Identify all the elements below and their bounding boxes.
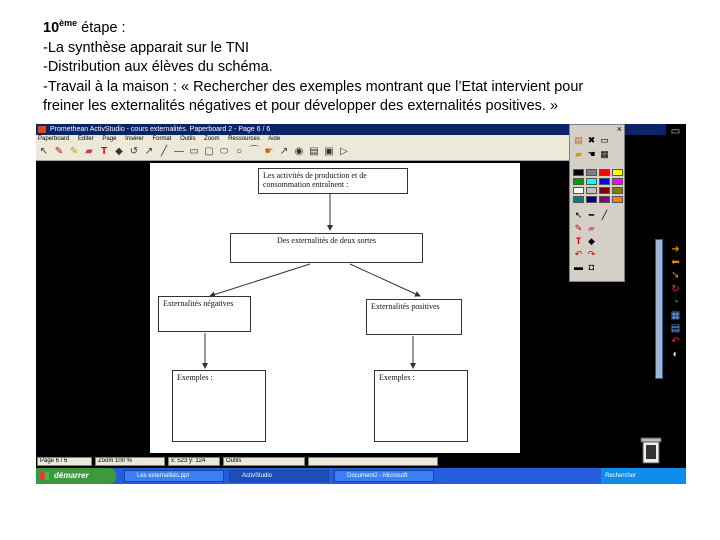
color-swatches [573, 169, 623, 203]
menu-tools[interactable]: Outils [180, 136, 196, 142]
reveal-icon[interactable]: ▤ [309, 146, 319, 157]
paperboard-icon[interactable]: ▭ [600, 135, 609, 145]
trash-icon[interactable] [640, 437, 662, 465]
refresh-icon[interactable]: ↻ [671, 284, 680, 295]
menu-resources[interactable]: Ressources [228, 136, 260, 142]
circle-icon[interactable]: ○ [235, 146, 243, 157]
color-swatch[interactable] [573, 178, 584, 185]
status-bar [36, 457, 686, 467]
select-icon[interactable]: ↖ [574, 210, 583, 220]
clock-icon[interactable]: ◔ [672, 297, 679, 308]
eraser-icon[interactable]: ▰ [588, 223, 595, 233]
flipchart-icon[interactable]: ▤ [574, 135, 583, 145]
palette-row-1 [573, 135, 610, 146]
task-activstudio[interactable]: ActivStudio [229, 470, 329, 482]
box-externalities: Des externalités de deux sortes [230, 233, 423, 263]
color-swatch[interactable] [586, 187, 597, 194]
highlighter-icon[interactable]: ✎ [69, 146, 79, 157]
fill-icon[interactable]: ◆ [588, 236, 595, 246]
eraser-icon[interactable]: ▰ [85, 146, 93, 157]
slide-title [43, 14, 683, 39]
menu-help[interactable]: Aide [268, 136, 281, 142]
undo-icon[interactable]: ↶ [574, 249, 583, 259]
title-superscript: ème [59, 18, 78, 28]
color-swatch[interactable] [573, 196, 584, 203]
previous-page-icon[interactable]: ⬅ [671, 257, 680, 268]
windows-taskbar [36, 468, 686, 484]
close-icon[interactable]: × [616, 124, 622, 134]
task-powerpoint[interactable]: Les externalités.ppt [124, 470, 224, 482]
line-width-icon[interactable]: ━ [588, 210, 595, 220]
task-word[interactable]: Document2 - Microsoft [334, 470, 434, 482]
pen-icon[interactable]: ╱ [601, 210, 608, 220]
activstudio-screenshot [36, 124, 686, 484]
select-icon[interactable]: ↖ [39, 146, 49, 157]
windows-logo-icon [40, 472, 49, 480]
clear-icon[interactable]: ↺ [129, 146, 139, 157]
rectangle-icon[interactable]: ▭ [189, 146, 199, 157]
color-swatch[interactable] [573, 169, 584, 176]
page-icon[interactable]: ▦ [600, 149, 609, 159]
connector-icon[interactable]: ↗ [144, 146, 154, 157]
app-icon [38, 126, 46, 133]
spotlight-icon[interactable]: ◉ [294, 146, 304, 157]
page-view-icon[interactable]: ▤ [670, 323, 681, 334]
slide-line-3: -Travail à la maison : « Rechercher des exemples montrant que l’Etat intervient pour [43, 78, 584, 95]
slide-text-block [43, 14, 683, 117]
palette-row-4 [573, 223, 597, 234]
camera-icon[interactable]: ▣ [324, 146, 334, 157]
pointer-icon[interactable]: ☛ [264, 146, 274, 157]
system-tray [601, 468, 686, 484]
slide-line-4: freiner les externalités négatives et pour développer des externalités positives. » [43, 98, 559, 114]
keyboard-icon[interactable]: ▬ [574, 262, 583, 272]
arrow-icon[interactable]: ↗ [279, 146, 289, 157]
status-coordinates: x: 523 y: 124 [168, 457, 220, 466]
palette-row-3 [573, 210, 610, 221]
next-icon[interactable]: ▷ [340, 146, 348, 157]
ellipse-icon[interactable]: ⬭ [219, 146, 229, 157]
status-info [308, 457, 438, 466]
color-swatch[interactable] [599, 187, 610, 194]
tool-palette [569, 124, 625, 282]
undo-icon[interactable]: ↶ [671, 336, 680, 347]
start-label: démarrer [54, 471, 89, 480]
color-swatch[interactable] [586, 196, 597, 203]
connector-middle-to-right [350, 264, 420, 296]
color-swatch[interactable] [586, 178, 597, 185]
menu-format[interactable]: Format [152, 136, 172, 142]
fill-icon[interactable]: ◆ [115, 146, 123, 157]
menubar [36, 135, 571, 144]
color-swatch[interactable] [599, 178, 610, 185]
box-examples-negative: Exemples : [172, 370, 266, 442]
folder-icon[interactable]: ▰ [575, 149, 582, 159]
color-swatch[interactable] [586, 169, 597, 176]
scrollbar[interactable] [655, 239, 663, 379]
grid-icon[interactable]: ▦ [670, 310, 681, 321]
hand-icon[interactable]: ☚ [587, 149, 596, 159]
straight-line-icon[interactable]: — [174, 146, 184, 157]
connector-middle-to-left [210, 264, 310, 296]
curve-icon[interactable]: ⌒ [249, 146, 259, 157]
spotlight-icon[interactable]: ◐ [672, 349, 679, 360]
text-icon[interactable]: T [575, 236, 582, 246]
menu-zoom[interactable]: Zoom [204, 136, 220, 142]
color-swatch[interactable] [612, 187, 623, 194]
color-swatch[interactable] [599, 169, 610, 176]
slide-line-1: -La synthèse apparait sur le TNI [43, 39, 250, 56]
palette-row-6 [573, 249, 597, 260]
box-activities: Les activités de production et de consommation entraînent : [258, 168, 408, 194]
window-controls-icon[interactable]: ▭ [670, 126, 681, 137]
menu-page[interactable]: Page [102, 136, 117, 142]
box-negative: Externalités négatives [158, 296, 251, 332]
title-number: 10 [43, 20, 60, 36]
menu-paperboard[interactable]: Paperboard [38, 136, 70, 142]
palette-row-5 [573, 236, 597, 247]
palette-row-2 [573, 149, 610, 160]
slide-line-2: -Distribution aux élèves du schéma. [43, 59, 273, 75]
window-title: Promethean ActivStudio - cours externalités. Paperboard 2 - Page 6 / 6 [50, 126, 271, 133]
color-swatch[interactable] [612, 196, 623, 203]
redo-icon[interactable]: ↷ [587, 249, 596, 259]
palette-row-7 [573, 262, 597, 273]
color-swatch[interactable] [612, 169, 623, 176]
line-icon[interactable]: ╱ [160, 146, 168, 157]
color-swatch[interactable] [612, 178, 623, 185]
status-zoom: Zoom 100 % [95, 457, 165, 466]
shape-icon[interactable]: ▢ [204, 146, 214, 157]
drawing-toolbar [36, 144, 571, 161]
pen-icon[interactable]: ✎ [54, 146, 64, 157]
box-positive: Externalités positives [366, 299, 462, 335]
camera-icon[interactable]: ◘ [588, 262, 595, 272]
color-swatch[interactable] [573, 187, 584, 194]
title-rest: étape : [77, 20, 126, 36]
status-tool: Outils [223, 457, 305, 466]
right-tool-strip [666, 124, 686, 384]
marker-icon[interactable]: ✎ [574, 223, 583, 233]
color-swatch[interactable] [599, 196, 610, 203]
tray-search[interactable]: Rechercher [605, 473, 637, 479]
text-icon[interactable]: T [100, 146, 108, 157]
down-arrow-icon[interactable]: ➘ [671, 270, 680, 281]
menu-edit[interactable]: Éditer [78, 136, 94, 142]
mute-icon[interactable]: ✖ [587, 135, 596, 145]
start-button[interactable] [36, 468, 116, 484]
box-examples-positive: Exemples : [374, 370, 468, 442]
status-page: Page 6 / 6 [37, 457, 92, 466]
paperboard-page [150, 163, 520, 453]
menu-insert[interactable]: Insérer [125, 136, 144, 142]
next-page-icon[interactable]: ➜ [671, 244, 680, 255]
